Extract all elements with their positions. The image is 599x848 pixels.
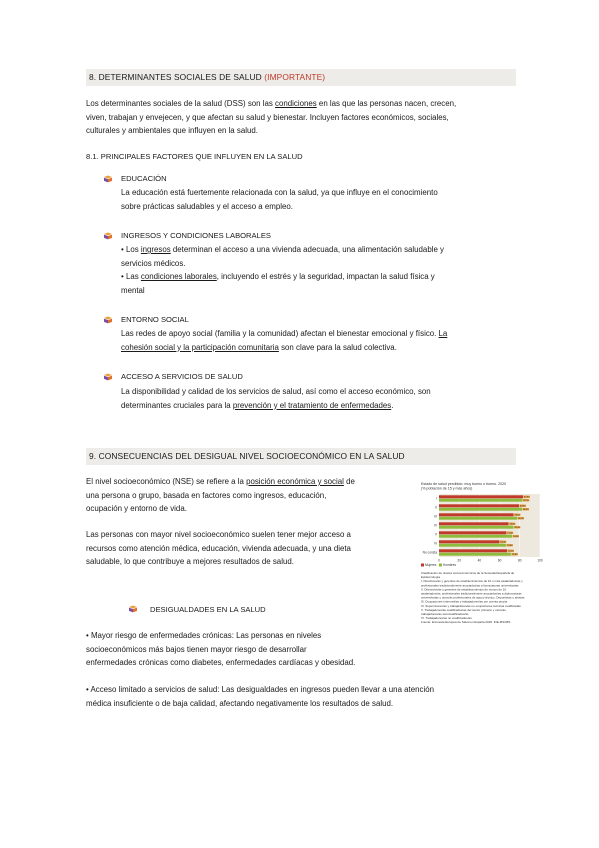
ingresos-text-a: • Los [121,245,141,254]
risk-line-3: enfermedades crónicas como diabetes, enfermedades cardíacas y obesidad. [86,658,356,668]
category-label: No consta [422,550,437,555]
better-line-1: Las personas con mayor nivel socioeconómico suelen tener mejor acceso a [86,530,351,539]
educacion-line-2: sobre prácticas saludables y el acceso a empleo. [121,201,293,211]
better-line-3: saludable, lo que contribuye a mejores resultados de salud. [86,557,294,567]
acceso-text-a: determinantes cruciales para la [121,400,233,410]
bar-mujeres [439,549,512,552]
chart-note-line: trabajadores/as semicualificados/as [421,612,469,616]
chart-note-line: II. Directivos/as y gerentes de establecimientos de menos de 10 [421,587,507,592]
risk-line-2: socioeconómicos más bajos tienen mayor riesgo de desarrollar [86,644,307,654]
bar-mujeres [439,531,511,534]
legend-label: Hombres [443,563,456,567]
bar-mujeres [439,522,513,525]
chart-note-line: profesionales tradicionalmente asociados/as a licenciaturas universitarias [421,583,519,588]
risk-line-1: • Mayor riesgo de enfermedades crónicas: Las personas en niveles [86,631,322,640]
acceso-text-b: . [391,400,394,410]
data-label: 83,90 [519,505,526,508]
data-label: 73,50 [509,523,515,526]
section-8-title: 8. DETERMINANTES SOCIALES DE SALUD [89,72,262,82]
book-bullet-icon [104,232,112,240]
important-tag: (IMPORTANTE) [264,72,326,82]
chart-note-line: Clasificación de niveles socioeconómicos de la Sociedad Española de [421,571,515,575]
x-tick-label: 60 [497,558,502,563]
health-chart [419,480,547,640]
bar-hombres [439,523,518,529]
book-bullet-icon [104,316,112,324]
book-bullet-icon [104,175,112,183]
category-label: IV [433,523,437,528]
entorno-underlined-a: La [438,329,448,338]
data-label: 87,20 [523,499,529,502]
ingresos-line-4: mental [121,285,145,295]
chart-note-line: universitarias y otros/as profesionales de apoyo técnico. Deportistas y artistas [421,595,525,600]
bar-mujeres [439,495,528,498]
chart-note-line: Epidemiología [421,575,441,580]
x-tick-label: 20 [457,558,461,563]
nse-line-2: una persona o grupo, basada en factores como ingresos, educación, [86,490,327,500]
subheading-8-1: 8.1. PRINCIPALES FACTORES QUE INFLUYEN EN LA SALUD [86,152,303,161]
bar-hombres [439,505,527,511]
data-label: 75,80 [511,553,518,556]
better-access-paragraph [86,528,351,569]
data-label: 71,30 [507,532,513,535]
bar-mujeres [439,540,504,543]
book-bullet-icon [129,605,137,613]
category-label: V [434,532,437,537]
nse-text-a: El nivel socioeconómico (NSE) se refiere a la [86,477,247,486]
x-tick-label: 80 [518,558,522,563]
legend-swatch [439,564,442,567]
x-tick-label: 0 [438,558,440,563]
data-label: 72,00 [507,550,514,553]
acceso-line-1: La disponibilidad y calidad de los servicios de salud, así como el acceso económico, son [121,387,431,396]
bar-hombres [439,550,516,556]
item-title-acceso: ACCESO A SERVICIOS DE SALUD [121,372,243,381]
category-label: II [435,505,437,510]
entorno-text [121,327,447,354]
entorno-text-a: Las redes de apoyo social (familia y la comunidad) afectan el bienestar emocional y físico. [121,329,439,338]
data-label: 78,30 [514,526,520,529]
legend-swatch [421,564,424,567]
risk-paragraph [86,629,355,670]
chart-note-line: Fuente: Encuesta Europea de Salud en España 2020. INE-MSCBS [421,620,511,625]
intro-text: Los determinantes sociales de la salud (DSS) son las [86,99,276,108]
laborales-text-a: • Las [121,272,141,282]
x-tick-label: 40 [477,558,482,563]
chart-plot-background [439,494,540,557]
data-label: 64,40 [500,541,506,544]
laborales-text-b: , incluyendo el estrés y la seguridad, impactan la salud física y [216,272,435,282]
desigualdades-heading: DESIGUALDADES EN LA SALUD [150,605,266,614]
nse-line-3: ocupación y entorno de vida. [86,504,187,514]
legend-label: Mujeres [425,563,437,567]
educacion-line-1: La educación está fuertemente relacionada con la salud, ya que influye en el conocimiento [121,188,438,197]
item-title-educacion: EDUCACIÓN [121,174,167,183]
data-label: 82,00 [518,517,524,520]
data-label: 86,90 [523,508,529,511]
item-title-ingresos: INGRESOS Y CONDICIONES LABORALES [121,231,271,240]
category-label: III [434,514,437,519]
ingresos-line-2: servicios médicos. [121,258,186,268]
data-label: 70,90 [506,544,513,547]
entorno-text-b: son clave para la salud colectiva. [278,342,397,352]
ingresos-underlined: ingresos [140,245,171,254]
book-bullet-icon [104,373,112,381]
x-tick-label: 100 [537,558,543,563]
intro-text: en las que las personas nacen, crecen, [316,99,457,108]
bar-hombres [439,499,527,502]
condiciones-underlined: condiciones [275,99,317,108]
chart-notes [421,571,525,624]
intro-line-2: viven, trabajan y envejecen, y que afectan su salud y bienestar. Incluyen factores económicos, sociales, [86,112,449,122]
chart-plot-area [421,494,543,567]
bar-hombres [439,532,517,538]
chart-subtitle: (% población de 15 y más años) [421,486,473,491]
dss-intro-paragraph [86,97,516,138]
posicion-underlined: posición económica y social [246,477,344,486]
access-line-2: médica insuficiente o de baja calidad, afectando negativamente los resultados de salud. [86,698,394,708]
educacion-text [121,186,438,213]
data-label: 87,80 [523,496,530,499]
bar-hombres [439,514,522,520]
acceso-text [121,385,431,412]
limited-access-paragraph [86,683,434,710]
access-line-1: • Acceso limitado a servicios de salud: Las desigualdades en ingresos pueden llevar a una atención [86,685,434,694]
chart-note-line: III. Ocupaciones intermedias y trabajadores/as por cuenta propia [421,599,508,604]
section-8-heading [86,69,516,86]
chart-note-line: V. Trabajadores/as cualificados/as del sector primario y otros/as [421,607,506,612]
nse-paragraph [86,475,355,516]
item-title-entorno: ENTORNO SOCIAL [121,315,189,324]
chart-title: Estado de salud percibido: muy bueno o bueno. 2020 [421,482,507,486]
prevencion-underlined: prevención y el tratamiento de enfermedades [232,400,392,410]
chart-note-line: I. Directivos/as y gerentes de establecimientos de 10 o más asalariados/as y [421,579,523,584]
data-label: 78,50 [514,514,521,517]
nse-text-b: de [343,477,355,486]
data-label: 76,90 [512,535,519,538]
condiciones-laborales-underlined: condiciones laborales [140,272,217,282]
ingresos-text-b: determinan el acceso a una vivienda adecuada, una alimentación saludable y [170,245,444,254]
ingresos-text [121,243,444,297]
category-label: I [436,496,437,501]
chart-note-line: VI. Trabajadores/as no cualificados/as [421,616,472,621]
cohesion-underlined: cohesión social y la participación comunitaria [121,342,279,352]
intro-line-3: culturales y ambientales que influyen en la salud. [86,126,258,136]
chart-note-line: IV. Supervisores/as y trabajadores/as en ocupaciones técnicas cualificadas [421,603,521,608]
bar-mujeres [439,504,524,507]
bar-mujeres [439,513,518,516]
better-line-2: recursos como atención médica, educación, vivienda adecuada, y una dieta [86,543,351,553]
category-label: VI [433,541,437,546]
bar-hombres [439,541,511,547]
chart-note-line: asalariados/as, profesionales tradicionalmente asociados/as a diplomaturas [421,591,522,596]
section-9-heading: 9. CONSECUENCIAS DEL DESIGUAL NIVEL SOCIOECONÓMICO EN LA SALUD [86,448,516,465]
